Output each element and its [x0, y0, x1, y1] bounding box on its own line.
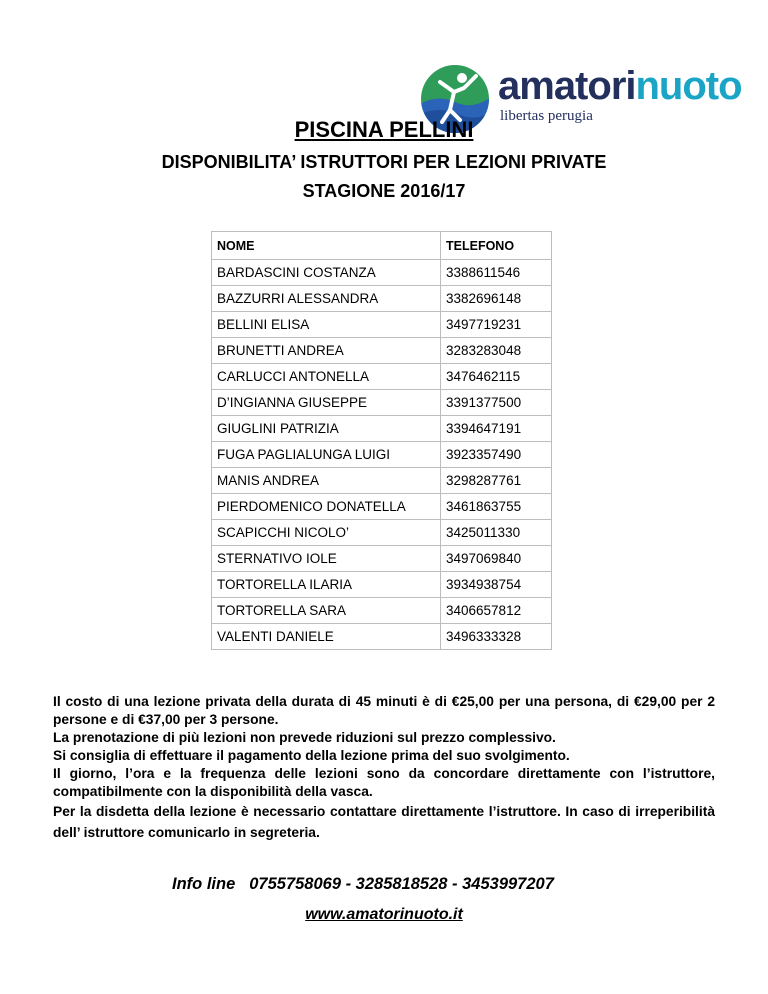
table-row	[212, 546, 552, 572]
note-booking: La prenotazione di più lezioni non prevede riduzioni sul prezzo complessivo.	[53, 730, 556, 745]
instructor-phone: 3298287761	[441, 468, 552, 494]
table-row	[212, 390, 552, 416]
note-payment: Si consiglia di effettuare il pagamento della lezione prima del suo svolgimento.	[53, 748, 570, 763]
instructor-phone: 3497719231	[441, 312, 552, 338]
instructors-table	[211, 231, 552, 650]
page-subtitle: DISPONIBILITA’ ISTRUTTORI PER LEZIONI PRIVATE	[161, 152, 607, 172]
table-row	[212, 624, 552, 650]
instructor-name: VALENTI DANIELE	[212, 624, 441, 650]
table-row	[212, 572, 552, 598]
table-row	[212, 494, 552, 520]
instructor-name: BARDASCINI COSTANZA	[212, 260, 441, 286]
info-line	[172, 875, 554, 894]
table-row	[212, 260, 552, 286]
column-header-phone: TELEFONO	[441, 232, 552, 260]
season-label: STAGIONE 2016/17	[302, 181, 466, 201]
instructor-phone: 3283283048	[441, 338, 552, 364]
instructor-name: BAZZURRI ALESSANDRA	[212, 286, 441, 312]
instructor-name: CARLUCCI ANTONELLA	[212, 364, 441, 390]
instructor-phone: 3425011330	[441, 520, 552, 546]
table-row	[212, 312, 552, 338]
instructor-name: BELLINI ELISA	[212, 312, 441, 338]
instructor-phone: 3388611546	[441, 260, 552, 286]
instructor-name: TORTORELLA ILARIA	[212, 572, 441, 598]
logo-subtitle: libertas perugia	[500, 108, 593, 124]
instructor-phone: 3406657812	[441, 598, 552, 624]
instructor-name: TORTORELLA SARA	[212, 598, 441, 624]
table-row	[212, 520, 552, 546]
instructor-phone: 3934938754	[441, 572, 552, 598]
instructor-phone: 3382696148	[441, 286, 552, 312]
table-row	[212, 286, 552, 312]
instructor-phone: 3496333328	[441, 624, 552, 650]
table-row	[212, 468, 552, 494]
instructor-phone: 3923357490	[441, 442, 552, 468]
table-row	[212, 338, 552, 364]
instructor-name: D’INGIANNA GIUSEPPE	[212, 390, 441, 416]
instructor-name: FUGA PAGLIALUNGA LUIGI	[212, 442, 441, 468]
instructor-name: SCAPICCHI NICOLO’	[212, 520, 441, 546]
table-header-row	[212, 232, 552, 260]
instructor-name: BRUNETTI ANDREA	[212, 338, 441, 364]
instructor-name: STERNATIVO IOLE	[212, 546, 441, 572]
note-cancellation: Per la disdetta della lezione è necessario contattare direttamente l’istruttore. In caso di irreperibilità dell’ istruttore comunicarlo in segreteria.	[53, 804, 715, 840]
table-row	[212, 442, 552, 468]
instructor-phone: 3394647191	[441, 416, 552, 442]
logo-brand-text: amatorinuoto	[498, 64, 742, 108]
website-link[interactable]: www.amatorinuoto.it	[305, 906, 463, 923]
info-line-numbers: 0755758069 - 3285818528 - 3453997207	[249, 875, 554, 893]
instructor-phone: 3461863755	[441, 494, 552, 520]
column-header-name: NOME	[212, 232, 441, 260]
table-row	[212, 416, 552, 442]
page-title: PISCINA PELLINI	[294, 117, 474, 142]
instructor-phone: 3391377500	[441, 390, 552, 416]
table-row	[212, 598, 552, 624]
note-price: Il costo di una lezione privata della durata di 45 minuti è di €25,00 per una persona, di €29,00 per 2 persone e di €37,00 per 3 persone.	[53, 694, 715, 727]
info-line-label: Info line	[172, 875, 236, 893]
instructor-name: PIERDOMENICO DONATELLA	[212, 494, 441, 520]
note-schedule: Il giorno, l’ora e la frequenza delle lezioni sono da concordare direttamente con l’istruttore, compatibilmente con la disponibilità della vasca.	[53, 766, 715, 799]
notes-section	[53, 693, 715, 843]
instructor-name: GIUGLINI PATRIZIA	[212, 416, 441, 442]
instructor-phone: 3497069840	[441, 546, 552, 572]
table-row	[212, 364, 552, 390]
instructor-phone: 3476462115	[441, 364, 552, 390]
instructor-name: MANIS ANDREA	[212, 468, 441, 494]
